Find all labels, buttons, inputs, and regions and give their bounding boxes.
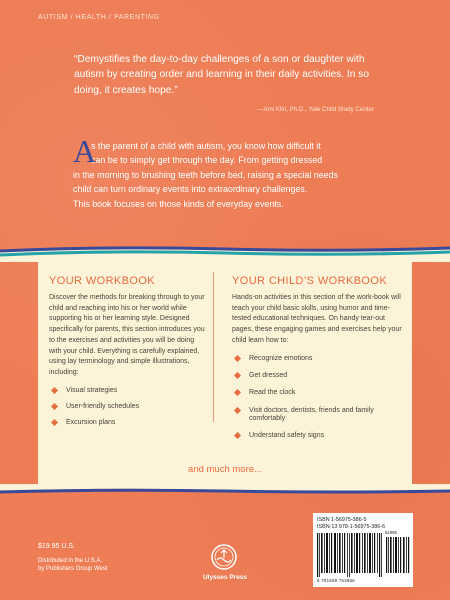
- intro-line: This book focuses on those kinds of everyday events.: [73, 198, 284, 209]
- category-label: AUTISM / HEALTH / PARENTING: [38, 14, 160, 21]
- isbn-barcode-box: [313, 513, 413, 587]
- list-item-label: Understand safety signs: [249, 432, 325, 440]
- list-item: [49, 403, 206, 411]
- endorsement-quote: “Demystifies the day-to-day challenges of a son or daughter with autism by creating order and learning in their daily activities. In so doing, it creates hope.”: [74, 54, 370, 96]
- ulysses-press-logo-icon: [211, 544, 237, 570]
- wave-band-top: [0, 244, 450, 262]
- orange-diamond-icon: [234, 355, 241, 362]
- intro-dropcap: A: [73, 133, 97, 169]
- orange-diamond-icon: [51, 387, 58, 394]
- wave-band-bottom: [0, 484, 450, 498]
- orange-diamond-icon: [234, 389, 241, 396]
- intro-line: s the parent of a child with autism, you know how difficult it: [91, 141, 321, 151]
- distribution-info: [38, 558, 108, 574]
- price: $19.95 U.S.: [38, 543, 75, 550]
- orange-diamond-icon: [51, 403, 58, 410]
- orange-diamond-icon: [234, 432, 241, 439]
- your-workbook-column: [49, 275, 206, 436]
- your-workbook-list: [49, 387, 206, 428]
- intro-paragraph: [73, 133, 393, 211]
- list-item-label: Recognize emotions: [249, 354, 313, 362]
- isbn-10: ISBN 1-56975-386-5: [317, 517, 367, 523]
- list-item-label: Excursion plans: [66, 419, 116, 427]
- list-item: [49, 419, 206, 427]
- list-item: [232, 432, 407, 440]
- list-item-label: Visual strategies: [66, 386, 118, 394]
- orange-diamond-icon: [234, 407, 241, 414]
- and-much-more: and much more...: [188, 464, 262, 475]
- your-workbook-body: Discover the methods for breaking through to your child and reaching into his or her world while supporting his or her learning style. Designed specifically for parents, this section introduces you to the exercises and activities you will be doing with your child. Everything is carefully explained, using lay terminology and simple illustrations, including:: [49, 294, 205, 376]
- orange-diamond-icon: [51, 419, 58, 426]
- list-item: [232, 407, 407, 424]
- endorsement-attribution: —Ami Klin, Ph.D., Yale Child Study Center: [257, 106, 374, 113]
- orange-diamond-icon: [234, 372, 241, 379]
- column-divider: [213, 272, 214, 422]
- intro-line: in the morning to brushing teeth before bed, raising a special needs: [73, 169, 338, 180]
- isbn-13: ISBN-13 978-1-56975-386-6: [317, 524, 386, 530]
- list-item: [232, 389, 407, 397]
- childs-workbook-heading: YOUR CHILD’S WORKBOOK: [232, 275, 388, 287]
- intro-line: can be to simply get through the day. From getting dressed: [91, 155, 323, 166]
- publisher-name: Ulysses Press: [202, 574, 248, 581]
- list-item-label: Get dressed: [249, 371, 288, 379]
- list-item-label: User-friendly schedules: [66, 403, 140, 411]
- your-workbook-heading: YOUR WORKBOOK: [49, 275, 156, 287]
- list-item: [232, 355, 407, 363]
- childs-workbook-body: Hands-on activities in this section of the work-book will teach your child basic skills, using humor and time-tested educational techniques. On handy tear-out pages, these engaging games and exercises help your child learn how to:: [232, 294, 402, 344]
- distribution-line: by Publishers Group West: [38, 565, 108, 572]
- list-item-label: Read the clock: [249, 389, 296, 397]
- addon-code: 51995: [385, 530, 397, 535]
- childs-workbook-list: [232, 355, 407, 441]
- list-item: [49, 387, 206, 395]
- childs-workbook-column: [232, 275, 407, 450]
- intro-line: child can turn ordinary events into extraordinary challenges.: [73, 184, 308, 195]
- list-item-label: Visit doctors, dentists, friends and family comfortably: [249, 406, 374, 423]
- addon-barcode-icon: [386, 533, 410, 573]
- list-item: [232, 372, 407, 380]
- distribution-line: Distributed in the U.S.A.: [38, 558, 103, 564]
- barcode-digits: 9 781569 753866: [317, 578, 355, 583]
- barcode-icon: [317, 533, 383, 577]
